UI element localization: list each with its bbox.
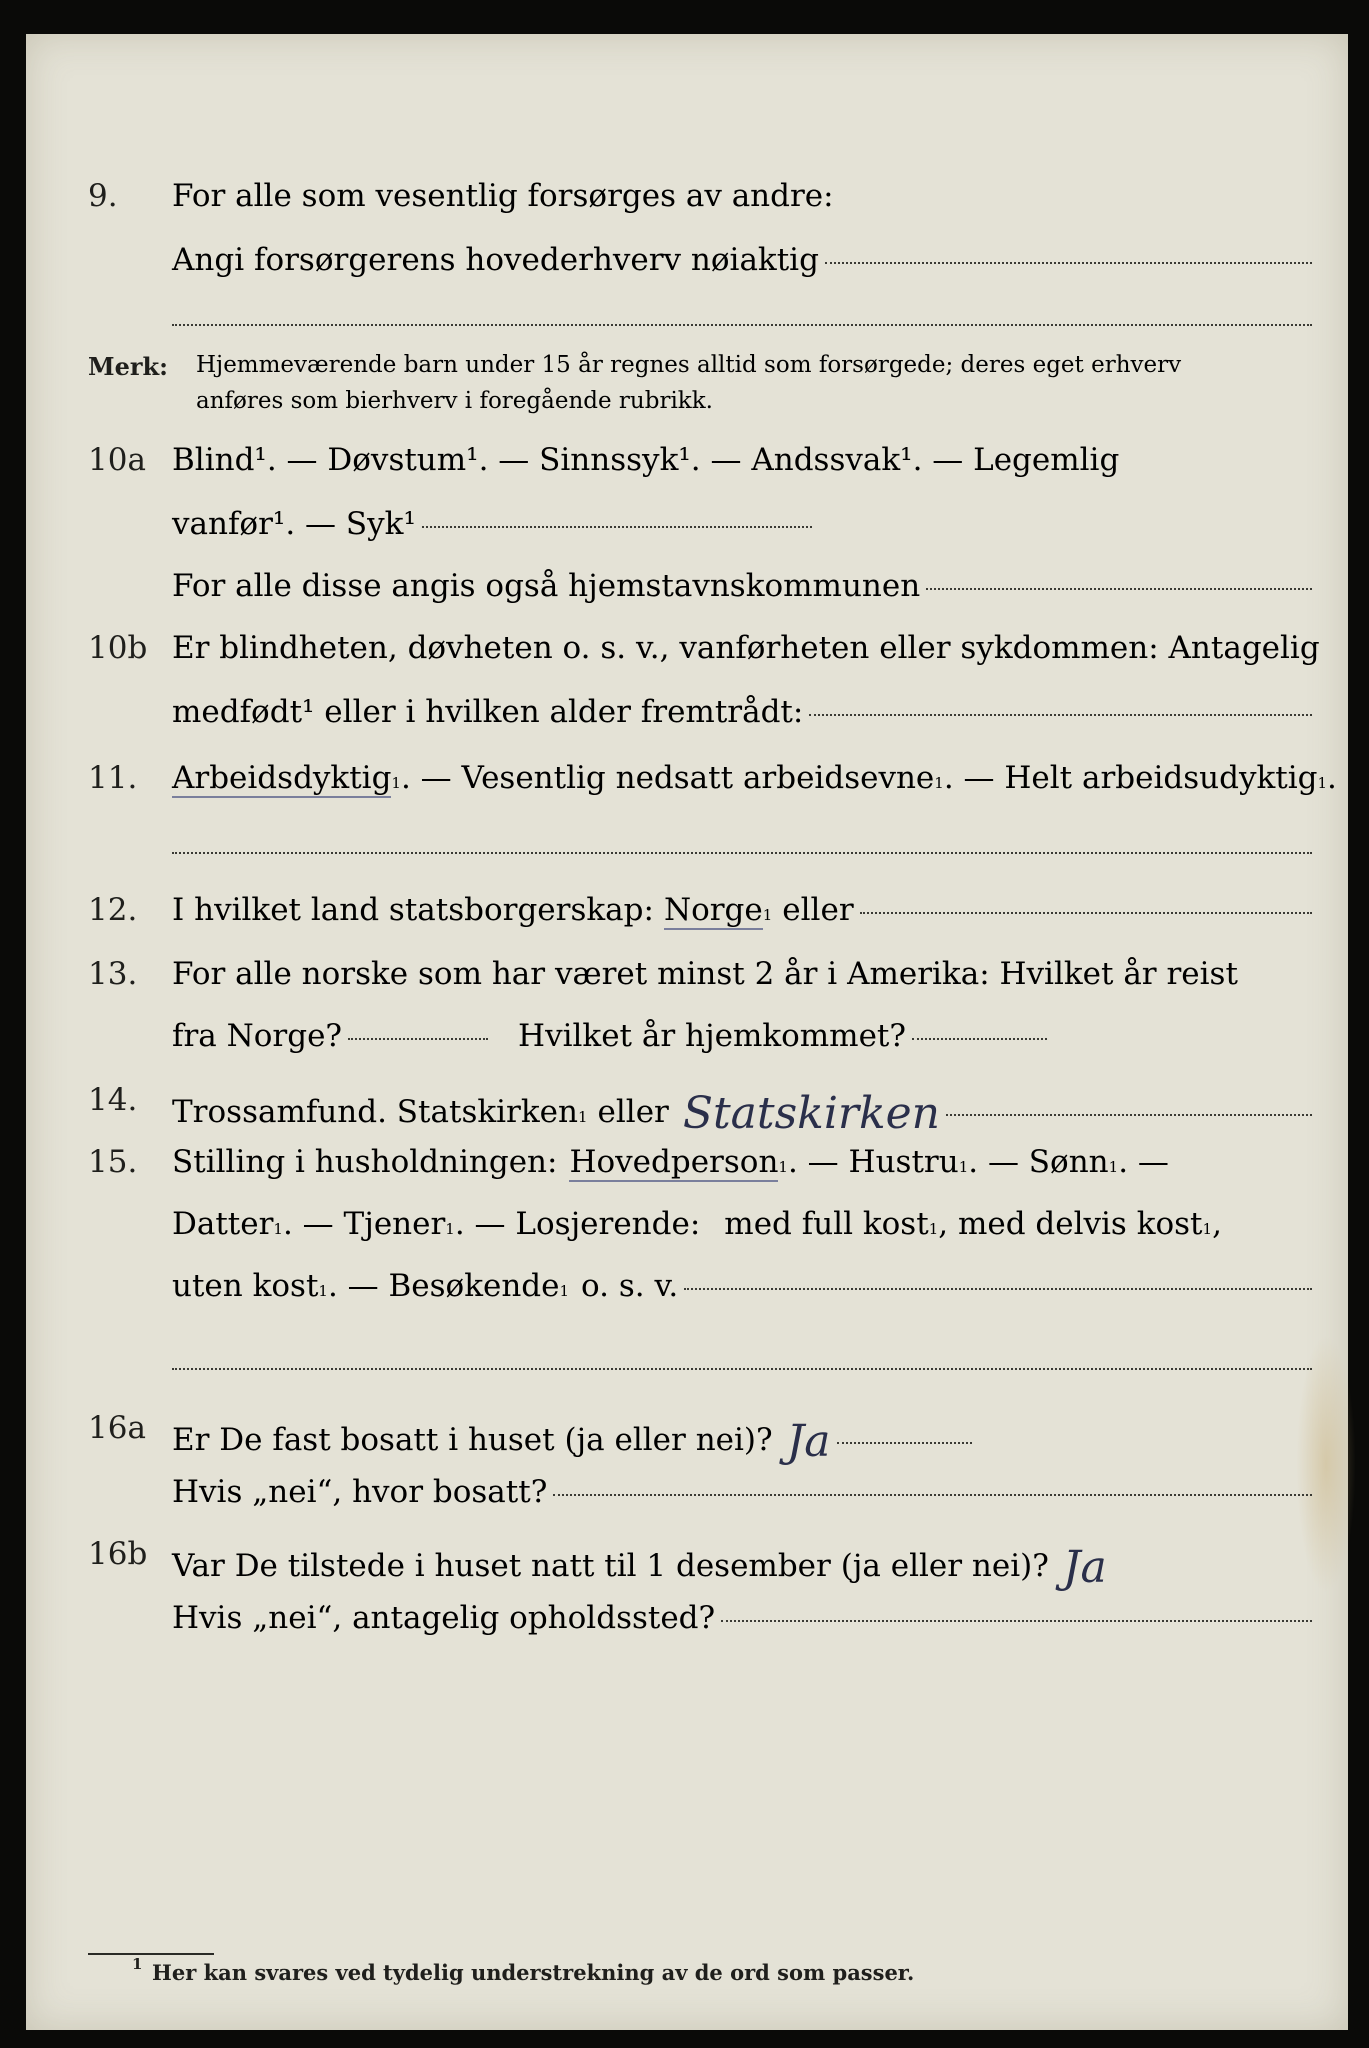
answer-field[interactable] [926, 587, 1312, 590]
footnote-rule [88, 1953, 214, 1955]
footnote: 1 Her kan svares ved tydelig understrekning av de ord som passer. [132, 1955, 915, 1985]
question-line [172, 568, 1312, 604]
answer-field[interactable] [684, 1287, 1312, 1290]
question-text: For alle som vesentlig forsørges av andre: [172, 178, 834, 214]
option-sonn[interactable]: Sønn [1028, 1144, 1109, 1180]
question-text: Hvis „nei“, antagelig opholdssted? [172, 1600, 716, 1636]
answer-field[interactable] [422, 525, 812, 528]
question-line: Arbeidsdyktig 1 . — Vesentlig nedsatt arbeidsevne 1 . — Helt arbeidsudyktig 1 . [172, 760, 1337, 796]
question-line: uten kost 1 . — Besøkende 1 o. s. v. [172, 1268, 1312, 1304]
question-line: Trossamfund. Statskirken 1 eller Statskirken [172, 1082, 1312, 1133]
answer-field[interactable] [809, 713, 1312, 716]
question-text: vanfør¹. — Syk¹ [172, 506, 416, 542]
option-hustru[interactable]: Hustru [848, 1144, 959, 1180]
question-text: Er De fast bosatt i huset (ja eller nei)? [172, 1422, 773, 1458]
question-text: fra Norge? [172, 1018, 343, 1054]
handwritten-answer: Statskirken [682, 1088, 940, 1139]
answer-field[interactable] [348, 1037, 488, 1040]
question-line [172, 242, 1312, 278]
answer-field[interactable] [553, 1493, 1312, 1496]
answer-field[interactable] [912, 1037, 1047, 1040]
option-delvis-kost[interactable]: med delvis kost [957, 1206, 1203, 1242]
question-line [172, 1018, 1047, 1054]
answer-rule[interactable] [172, 1368, 1312, 1370]
question-text: For alle norske som har været minst 2 år i Amerika: Hvilket år reist [172, 956, 1238, 992]
merk-text: anføres som bierhverv i foregående rubrikk. [196, 388, 713, 414]
question-text: Losjerende: [515, 1206, 701, 1242]
item-number: 9. [88, 178, 118, 214]
question-text: Hvis „nei“, hvor bosatt? [172, 1474, 548, 1510]
question-text: Var De tilstede i huset natt til 1 desember (ja eller nei)? [172, 1548, 1049, 1584]
answer-rule[interactable] [172, 852, 1312, 854]
question-line: I hvilket land statsborgerskap: Norge 1 eller [172, 892, 1312, 930]
question-text: I hvilket land statsborgerskap: [172, 892, 654, 928]
question-text: Hvilket år hjemkommet? [518, 1018, 907, 1054]
option-datter[interactable]: Datter [172, 1206, 274, 1242]
item-number: 12. [88, 892, 138, 928]
option-udyktig[interactable]: Helt arbeidsudyktig [1004, 760, 1318, 796]
question-text: For alle disse angis også hjemstavnskommunen [172, 568, 921, 604]
item-number: 10b [88, 630, 148, 666]
question-text: eller [782, 892, 854, 928]
question-line [172, 1536, 1107, 1593]
option-norge[interactable]: Norge [663, 892, 763, 928]
option-hovedperson[interactable]: Hovedperson [569, 1144, 779, 1180]
question-line [172, 506, 812, 542]
question-text: Trossamfund. Statskirken [172, 1094, 578, 1130]
question-text: eller [597, 1094, 669, 1130]
answer-rule[interactable] [172, 324, 1312, 326]
option-besokende[interactable]: Besøkende [388, 1268, 560, 1304]
option-tjener[interactable]: Tjener [343, 1206, 446, 1242]
question-line [172, 694, 1312, 730]
answer-field[interactable] [860, 911, 1312, 914]
stain [1296, 1334, 1356, 1594]
item-number: 15. [88, 1144, 138, 1180]
question-line [172, 1474, 1312, 1510]
question-text: Er blindheten, døvheten o. s. v., vanførheten eller sykdommen: Antagelig [172, 630, 1320, 666]
question-text: Blind¹. — Døvstum¹. — Sinnssyk¹. — Andssvak¹. — Legemlig [172, 442, 1120, 478]
footnote-text: Her kan svares ved tydelig understrekning av de ord som passer. [152, 1960, 915, 1985]
answer-field[interactable] [825, 261, 1312, 264]
question-text: medfødt¹ eller i hvilken alder fremtrådt: [172, 694, 804, 730]
handwritten-answer: Ja [1062, 1542, 1107, 1593]
question-text: o. s. v. [581, 1268, 679, 1304]
question-line [172, 1410, 972, 1467]
question-line: Stilling i husholdningen: Hovedperson 1 . — Hustru 1 . — Sønn 1 . — [172, 1144, 1169, 1180]
item-number: 10a [88, 442, 146, 478]
merk-label: Merk: [88, 352, 168, 381]
item-number: 13. [88, 956, 138, 992]
answer-field[interactable] [946, 1113, 1312, 1116]
form-sheet [26, 34, 1348, 2030]
option-uten-kost[interactable]: uten kost [172, 1268, 319, 1304]
item-number: 16b [88, 1536, 148, 1572]
answer-field[interactable] [721, 1619, 1312, 1622]
item-number: 16a [88, 1410, 146, 1446]
item-number: 14. [88, 1082, 138, 1118]
merk-text: Hjemmeværende barn under 15 år regnes alltid som forsørgede; deres eget erhverv [196, 352, 1182, 378]
handwritten-answer: Ja [786, 1416, 831, 1467]
option-arbeidsdyktig[interactable]: Arbeidsdyktig [172, 760, 392, 796]
option-nedsatt[interactable]: Vesentlig nedsatt arbeidsevne [461, 760, 935, 796]
item-number: 11. [88, 760, 138, 796]
question-line [172, 1600, 1312, 1636]
question-text: Stilling i husholdningen: [172, 1144, 558, 1180]
question-text: Angi forsørgerens hovederhverv nøiaktig [172, 242, 819, 278]
answer-field[interactable] [837, 1441, 972, 1444]
question-line: Datter 1 . — Tjener 1 . — Losjerende: med full kost 1 , med delvis kost 1 , [172, 1206, 1222, 1242]
option-full-kost[interactable]: med full kost [724, 1206, 929, 1242]
